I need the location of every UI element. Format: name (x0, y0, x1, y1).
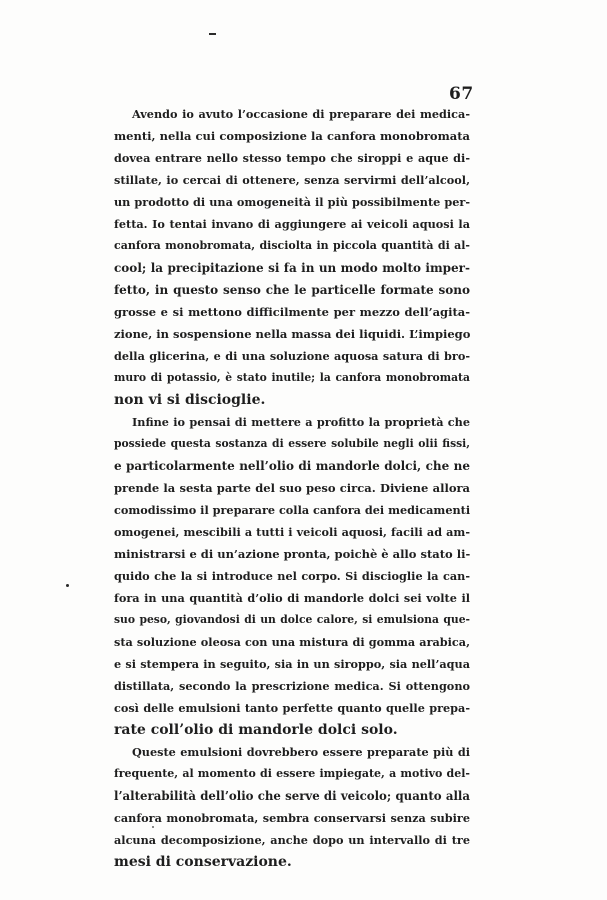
text-line: stillate, io cercai di ottenere, senza servirmi dell’alcool, (114, 173, 470, 187)
text-line: muro di potassio, è stato inutile; la canfora monobromata (114, 371, 470, 384)
text-line: fora in una quantità d’olio di mandorle dolci sei volte il (114, 591, 470, 605)
text-line: prende la sesta parte del suo peso circa. Diviene allora (114, 481, 470, 495)
text-line: sta soluzione oleosa con una mistura di gomma arabica, (114, 635, 470, 649)
page-number: 67 (449, 84, 474, 104)
text-line: grosse e si mettono difficilmente per mezzo dell’agita- (114, 305, 470, 319)
text-line: frequente, al momento di essere impiegate, a motivo del- (114, 767, 470, 780)
text-line: Avendo io avuto l’occasione di preparare dei medica- (132, 107, 470, 121)
text-line: non vi si discioglie. (114, 392, 266, 408)
paragraph (114, 103, 470, 411)
text-line: l’alterabilità dell’olio che serve di veicolo; quanto alla (114, 789, 470, 803)
text-line: e particolarmente nell’olio di mandorle dolci, che ne (114, 459, 470, 473)
text-line: zione, in sospensione nella massa dei liquidi. L’impiego (114, 327, 471, 341)
text-line: fetta. Io tentai invano di aggiungere ai veicoli aquosi la (114, 217, 470, 231)
text-line: Queste emulsioni dovrebbero essere preparate più di (132, 745, 470, 759)
text-line: alcuna decomposizione, anche dopo un intervallo di tre (114, 833, 470, 847)
text-line: possiede questa sostanza di essere solubile negli olii fissi, (114, 437, 470, 450)
text-line: comodissimo il preparare colla canfora dei medicamenti (114, 503, 471, 517)
text-line: rate coll’olio di mandorle dolci solo. (114, 722, 398, 738)
paragraph (114, 411, 470, 741)
text-line: della glicerina, e di una soluzione aquosa satura di bro- (114, 349, 470, 363)
text-line: omogenei, mescibili a tutti i veicoli aquosi, facili ad am- (114, 525, 470, 539)
body-text (114, 103, 470, 873)
ink-speck (66, 584, 69, 587)
text-line: dovea entrare nello stesso tempo che siroppi e aque di- (114, 151, 470, 165)
text-line: suo peso, giovandosi di un dolce calore, si emulsiona que- (114, 613, 470, 626)
text-line: distillata, secondo la prescrizione medica. Si ottengono (114, 679, 470, 693)
text-line: un prodotto di una omogeneità il più possibilmente per- (114, 195, 470, 209)
text-line: così delle emulsioni tanto perfette quanto quelle prepa- (114, 701, 470, 715)
text-line: mesi di conservazione. (114, 854, 292, 870)
paragraph (114, 741, 470, 873)
text-line: cool; la precipitazione si fa in un modo molto imper- (114, 261, 470, 275)
ink-speck (209, 33, 216, 35)
text-line: quido che la si introduce nel corpo. Si discioglie la can- (114, 569, 470, 583)
text-line: canfora monobromata, disciolta in piccola quantità di al- (114, 239, 470, 252)
text-line: menti, nella cui composizione la canfora monobromata (114, 129, 470, 143)
text-line: canfora monobromata, sembra conservarsi senza subire (114, 811, 470, 825)
text-line: fetto, in questo senso che le particelle formate sono (114, 283, 470, 297)
text-line: Infine io pensai di mettere a profitto la proprietà che (132, 415, 470, 429)
text-line: e si stempera in seguito, sia in un siroppo, sia nell’aqua (114, 657, 470, 671)
text-line: ministrarsi e di un’azione pronta, poichè è allo stato li- (114, 547, 471, 561)
